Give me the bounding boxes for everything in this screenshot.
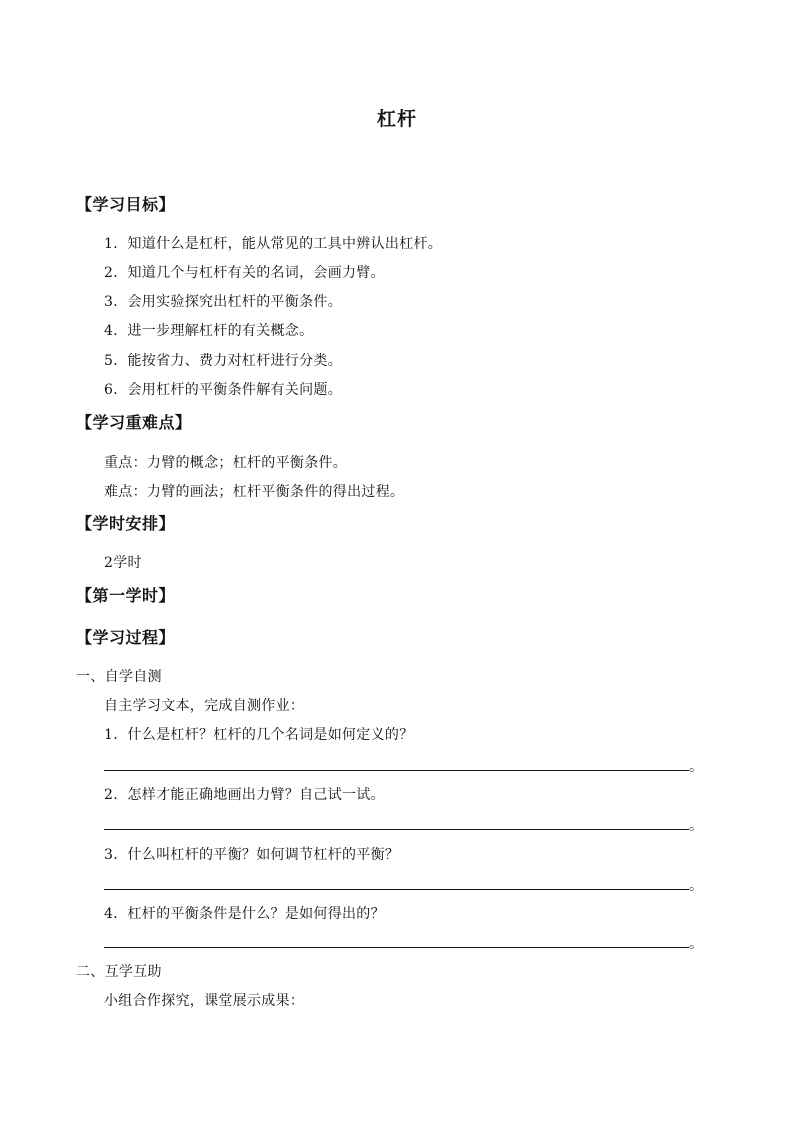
objective-item-2: 2．知道几个与杠杆有关的名词，会画力臂。: [104, 265, 385, 281]
answer-line-3[interactable]: [104, 889, 689, 890]
question-1: 1．什么是杠杆？杠杆的几个名词是如何定义的？: [104, 727, 414, 743]
part1-intro: 自主学习文本，完成自测作业：: [104, 698, 305, 714]
objective-item-4: 4．进一步理解杠杆的有关概念。: [104, 323, 314, 339]
heading-objectives: 【学习目标】: [76, 195, 176, 214]
question-3: 3．什么叫杠杆的平衡？如何调节杠杆的平衡？: [104, 847, 400, 863]
question-4: 4．杠杆的平衡条件是什么？是如何得出的？: [104, 906, 385, 922]
answer-end-mark-2: 。: [689, 818, 703, 834]
heading-key-points: 【学习重难点】: [76, 413, 192, 432]
heading-first-period: 【第一学时】: [76, 586, 176, 605]
answer-line-2[interactable]: [104, 829, 689, 830]
question-2: 2．怎样才能正确地画出力臂？自己试一试。: [104, 787, 385, 803]
objective-item-1: 1．知道什么是杠杆，能从常见的工具中辨认出杠杆。: [104, 236, 443, 252]
answer-line-4[interactable]: [104, 947, 689, 948]
heading-schedule: 【学时安排】: [76, 514, 176, 533]
objective-item-5: 5．能按省力、费力对杠杆进行分类。: [104, 353, 343, 369]
heading-process: 【学习过程】: [76, 628, 176, 647]
objective-item-6: 6．会用杠杆的平衡条件解有关问题。: [104, 382, 343, 398]
answer-line-1[interactable]: [104, 770, 689, 771]
part2-intro: 小组合作探究，课堂展示成果：: [104, 993, 305, 1009]
answer-end-mark-4: 。: [689, 936, 703, 952]
objective-item-3: 3．会用实验探究出杠杆的平衡条件。: [104, 294, 343, 310]
key-focus: 重点：力臂的概念；杠杆的平衡条件。: [104, 455, 348, 471]
part1-title: 一、自学自测: [76, 669, 162, 685]
schedule-text: 2学时: [104, 555, 142, 571]
answer-end-mark-3: 。: [689, 878, 703, 894]
answer-end-mark-1: 。: [689, 759, 703, 775]
page-title: 杠杆: [376, 108, 417, 130]
part2-title: 二、互学互助: [76, 964, 162, 980]
key-difficulty: 难点：力臂的画法；杠杆平衡条件的得出过程。: [104, 484, 405, 500]
